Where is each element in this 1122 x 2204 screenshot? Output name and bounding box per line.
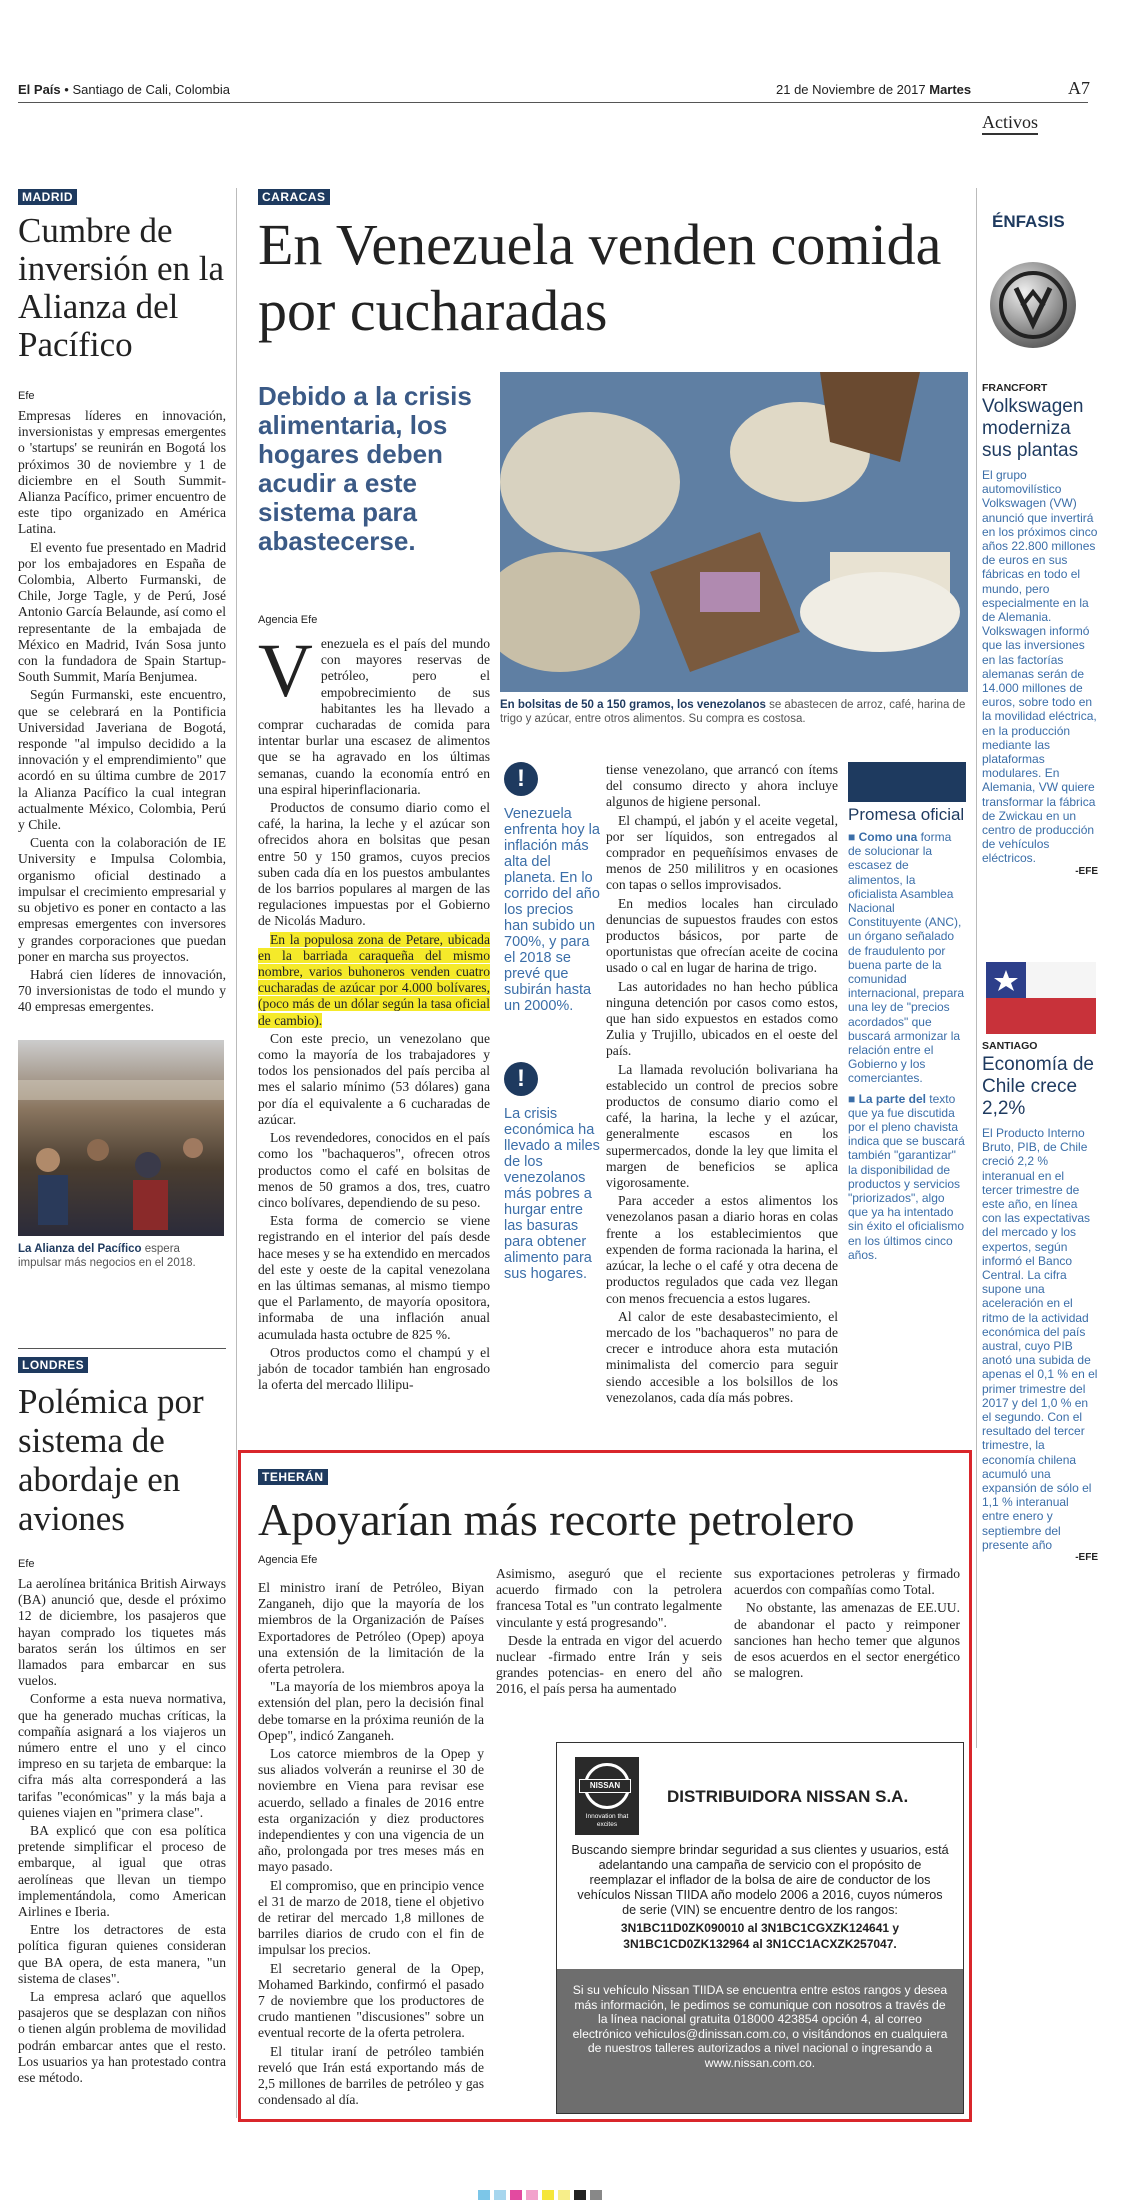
paragraph: Desde la entrada en vigor del acuerdo nuclear -firmado entre Irán y seis grandes potencias- en enero del año 2016, el país persa ha aumentado (496, 1632, 722, 1697)
paragraph: Conforme a esta nueva normativa, que ha generado muchas críticas, la compañía asignará a los viajeros un número entre el uno y el cinco impreso en su tarjeta de embarque: la cifra más alta corresponderá a las tarifas "económicas" y la más baja a quienes viajen en "primera clase". (18, 1691, 226, 1820)
header-date: 21 de Noviembre de 2017 Martes (776, 82, 972, 97)
highlight-text: En la populosa zona de Petare, ubicada en la barriada caraqueña del mismo nombre, varios buhoneros venden cuatro cucharadas de azúcar por 4.000 bolívares, (poco más de un dólar según la tasa oficial de cambio). (258, 931, 490, 1028)
paragraph: Otros productos como el champú y el jabón de tocador también han engrosado la oferta del mercado llilipu- (258, 1344, 490, 1393)
teheran-col1 (258, 1580, 484, 2111)
vw-tag: FRANCFORT (982, 382, 1048, 394)
teheran-col3 (734, 1566, 960, 1683)
paragraph: La empresa aclaró que aquellos pasajeros que se desplazan con niños o tienen algún problema de movilidad podrán embarcar antes que el resto. Los usuarios ya han protestado contra ese método. (18, 1989, 226, 2086)
page-number: A7 (1068, 78, 1090, 98)
bullet: • (64, 82, 69, 97)
chile-credit: -EFE (1075, 1552, 1098, 1564)
paragraph: Asimismo, aseguró que el reciente acuerdo firmado con la petrolera francesa Total es "un contrato legalmente vinculante y está progresando". (496, 1566, 722, 1630)
paragraph: El champú, el jabón y el aceite vegetal, por ser líquidos, son entregados al comprador en pequeñísimos envases de menos de 250 mililitros y en ocasiones con tapas o sellos improvisados. (606, 812, 838, 893)
ad-title: DISTRIBUIDORA NISSAN S.A. (667, 1787, 909, 1806)
flag-icon (986, 962, 1096, 1034)
color-swatch (510, 2190, 522, 2200)
paragraph: Productos de consumo diario como el café, la harina, la leche y el azúcar son ofrecidos ahora en bolsitas que pesan entre 50 y 150 gramos, cuyos precios suben cada día en los puestos ambulantes de los barrios populares al margen de las regulaciones impuestas por el Gobierno de Nicolás Maduro. (258, 800, 490, 929)
color-swatch (478, 2190, 490, 2200)
bold-lead: La parte del (858, 1091, 926, 1106)
callout-column (504, 762, 600, 1282)
chile-article (982, 1040, 1098, 1563)
paragraph: La aerolínea británica British Airways (BA) anunció que, desde el próximo 12 de diciembre, los pasajeros que hayan comprado los tiquetes más baratos serán los últimos en ser llamados para embarcar en sus vuelos. (18, 1576, 226, 1689)
madrid-body (18, 408, 226, 1016)
promesa-point-1: ■ Como una forma de solucionar la escasez de alimentos, la oficialista Asamblea Nacional Constituyente (ANC), un órgano señalado de fraudulento por buena parte de la comunidad internacional, prepara una ley de "precios acordados" que buscará armonizar la relación entre el Gobierno y los comerciantes. (848, 830, 965, 1086)
caracas-credit: Agencia Efe (258, 614, 318, 626)
madrid-article (18, 188, 226, 1018)
teheran-credit: Agencia Efe (258, 1554, 318, 1566)
vw-text: El grupo automovilístico Volkswagen (VW) anunció que invertirá en los próximos cinco años 22.800 millones de euros en sus fábricas en todo el mundo, pero especialmente en la de Alemania. Volkswagen informó que las inversiones en las factorías alemanas serán de 14.000 millones de euros, sobre todo en la movilidad eléctrica, en la producción mediante las plataformas modulares. En Alemania, VW quiere transformar la fábrica de Zwickau en un centro de producción de vehículos eléctricos. (982, 468, 1098, 866)
section-label: Activos (982, 112, 1038, 135)
caracas-deck: Debido a la crisis alimentaria, los hogares deben acudir a este sistema para abastecerse. (258, 381, 472, 556)
caption-bold: La Alianza del Pacífico (18, 1243, 142, 1255)
nissan-logo-icon (584, 1763, 630, 1809)
ad-vin-2: 3N1BC1CD0ZK132964 al 3N1CC1ACXZK257047. (623, 1937, 897, 1951)
color-swatch (590, 2190, 602, 2200)
teheran-article (258, 1468, 958, 1566)
vw-article (982, 382, 1098, 877)
caption-text: espera impulsar más negocios en el 2018. (18, 1243, 196, 1269)
chile-flag (986, 962, 1096, 1034)
ad-footer-text: Si su vehículo Nissan TIIDA se encuentra entre estos rangos y desea más información, le pedimos se comunique con nosotros a través de la línea nacional gratuita 018000 423854 opción 4, al correo electrónico vehiculos@dinissan.com.co, o visítándonos en cualquiera de nuestros talleres autorizados a nivel nacional o ingresando a www.nissan.com.co. (572, 1983, 948, 2070)
paragraph: Para acceder a estos alimentos los venezolanos pasan a diario horas en colas frente a los establecimientos que expenden de forma racionada la harina, el azúcar, la leche o el café y otra decena de productos regulados que cada vez llegan con menos frecuencia a estos lugares. (606, 1193, 838, 1306)
color-swatch (526, 2190, 538, 2200)
teheran-title: Apoyarían más recorte petrolero (258, 1494, 855, 1545)
ad-body: Buscando siempre brindar seguridad a sus clientes y usuarios, está adelantando una campaña de servicio con el propósito de reemplazar el inflador de la bolsa de aire de conductor de los vehículos Nissan TIIDA año modelo 2006 a 2016, cuyos números de serie (VIN) se encuentre dentro de los rangos: (571, 1843, 949, 1917)
paragraph: El ministro iraní de Petróleo, Biyan Zanganeh, dijo que la mayoría de los miembros de la Organización de Países Exportadores de Petróleo (Opep) apoya una extensión de la limitación de la oferta petrolera. (258, 1580, 484, 1677)
caracas-title: En Venezuela venden comida por cucharadas (258, 212, 942, 343)
paragraph: Esta forma de comercio se viene registrando en el interior del país desde hace meses y se ha extendido en mercados del este y oeste de la capital venezolana en las últimas semanas, al mismo tiempo que el Parlamento, de mayoría opositora, informaba de una inflación anual acumulada hasta octubre de 825 %. (258, 1213, 490, 1342)
dropcap: V (258, 629, 313, 713)
color-swatch (574, 2190, 586, 2200)
print-color-bar (478, 2190, 602, 2200)
color-swatch (542, 2190, 554, 2200)
ad-footer (557, 1969, 963, 2113)
paragraph: En medios locales han circulado denuncias de supuestos fraudes con estos productos básicos, por parte de oportunistas que ofrecían aceite de cocina usado o cal en lugar de harina de trigo. (606, 895, 838, 976)
paragraph: Al calor de este desabastecimiento, el mercado de los "bachaqueros" no para de crecer e introduce ahora esta mutación minimalista del comercio para seguir siendo accesible a los bolsillos de los venezolanos, cada día más pobres. (606, 1308, 838, 1405)
paragraph: El titular iraní de petróleo también reveló que Irán está exportando más de 2,5 millones de barriles de petróleo y gas condensado al día. (258, 2043, 484, 2108)
vw-title: Volkswagen moderniza sus plantas (982, 396, 1084, 461)
madrid-photo (18, 1040, 224, 1236)
lead-paragraph: enezuela es el país del mundo con mayores reservas de petróleo, pero el empobrecimiento de sus habitantes les ha llevado a comprar cucharadas de comida para intentar burlar una escasez de alimentos que se ha agravado en los últimas semanas, cuando la economía entró en una espiral hiperinflacionaria. (258, 636, 490, 797)
chile-text: El Producto Interno Bruto, PIB, de Chile creció 2,2 % interanual en el tercer trimestre de este año, en línea con las expectativas del mercado y los expertos, según informó el Banco Central. La cifra supone una aceleración en el ritmo de la actividad económica del país austral, cuyo PIB anotó una subida de apenas el 0,1 % en el primer trimestre del 2017 y del 1,0 % en el segundo. Con el resultado del tercer trimestre, la economía chilena acumuló una expansión de sólo el 1,1 % interanual entre enero y septiembre del presente año (982, 1126, 1098, 1552)
paragraph: BA explicó que con esa política pretende simplificar el proceso de embarque, al igual que otras aerolíneas que llevan un tiempo implementándola, como American Airlines e Iberia. (18, 1823, 226, 1920)
madrid-tag: MADRID (18, 189, 77, 205)
vw-logo (990, 262, 1076, 348)
londres-body (18, 1576, 226, 2086)
paragraph: El evento fue presentado en Madrid por los embajadores en España de Colombia, Alberto Furmanski, de Chile, Jorge Tagle, y de Perú, José Antonio García Belaunde, así como el representante de la embajada de México en Madrid, Iván Sosa junto con la fundadora de Spain Startup-South Summit, María Benjumea. (18, 539, 226, 685)
paragraph: El secretario general de la Opep, Mohamed Barkindo, confirmó el pasado 7 de noviembre que los productores de crudo mantienen "discusiones" sobre un eventual recorte de la oferta petrolera. (258, 1960, 484, 2041)
paragraph: Habrá cien líderes de innovación, 70 inversionistas de todo el mundo y 40 empresas emergentes. (18, 966, 226, 1015)
paragraph: Según Furmanski, este encuentro, que se celebrará en la Pontificia Universidad Javeriana de Bogotá, responde "al impulso decidido a la innovación y el emprendimiento" que acordó en su última cumbre de 2017 la Alianza Pacífico la cual integran actualmente México, Colombia, Perú y Chile. (18, 687, 226, 833)
promesa-point-2: ■ La parte del texto que ya fue discutida por el pleno chavista indica que se buscará también "garantizar" la disponibilidad de productos y servicios "priorizados", algo que ya ha intentado sin éxito el oficialismo en los últimos cinco años. (848, 1091, 965, 1262)
promesa-text: texto que ya fue discutida por el pleno chavista indica que se buscará también "garantizar" la disponibilidad de productos y servicios "priorizados", algo que ya ha intentado sin éxito el oficialismo en los últimos cinco años. (848, 1091, 965, 1262)
market-illustration (500, 372, 968, 692)
page-header (18, 78, 1090, 104)
vw-logo-icon (990, 262, 1076, 348)
chile-tag: SANTIAGO (982, 1040, 1038, 1052)
paragraph: tiense venezolano, que arrancó con ítems del consumo directo y ahora incluye algunos de higiene personal. (606, 762, 838, 810)
nissan-logo-block (575, 1757, 639, 1835)
madrid-caption (18, 1242, 224, 1270)
photo-caption (500, 698, 968, 726)
enfasis-label: ÉNFASIS (992, 212, 1065, 231)
caption-bold: En bolsitas de 50 a 150 gramos, los venezolanos (500, 699, 766, 711)
nissan-ad (556, 1742, 964, 2114)
exclamation-icon: ! (504, 762, 538, 796)
paragraph: La llamada revolución bolivariana ha establecido un control de precios sobre productos de consumo diario como el café, la harina, la leche y el azúcar, generalmente escasos en los supermercados, donde la ley que limita el margen de beneficios se aplica vigorosamente. (606, 1061, 838, 1191)
promesa-title: Promesa oficial (848, 805, 965, 824)
paper-name: El País (18, 82, 61, 97)
vw-credit: -EFE (1075, 865, 1098, 877)
callout-inflation: Venezuela enfrenta hoy la inflación más alta del planeta. En lo corrido del año los precios han subido un 700%, y para el 2018 se prevé que subirán hasta un 2000%. (504, 806, 600, 1014)
paragraph: "La mayoría de los miembros apoya la extensión del plan, pero la decisión final debe tomarse en la próxima reunión de la Opep", indicó Zanganeh. (258, 1679, 484, 1743)
caption-text: se abastecen de arroz, café, harina de trigo y azúcar, entre otros alimentos. Su compra es costosa. (500, 699, 966, 725)
paragraph: sus exportaciones petroleras y firmado acuerdos con compañías como Total. (734, 1566, 960, 1598)
ad-vin-1: 3N1BC11D0ZK090010 al 3N1BC1CGXZK124641 y (620, 1921, 900, 1935)
madrid-credit: Efe (18, 390, 35, 402)
exclamation-icon: ! (504, 1062, 538, 1096)
caracas-col1 (258, 629, 490, 1395)
color-swatch (558, 2190, 570, 2200)
paragraph: Entre los detractores de esta política figuran quienes consideran que BA opera, de esta manera, "un sistema de clases". (18, 1922, 226, 1986)
callout-crisis: La crisis económica ha llevado a miles de los venezolanos más pobres a hurgar entre las basuras para obtener alimento para sus hogares. (504, 1106, 600, 1282)
paragraph: Con este precio, un venezolano que como la mayoría de los trabajadores y todos los pensionados del país perciba al mes el salario mínimo (53 dólares) gana por día el equivalente a 6 cucharadas de azúcar. (258, 1030, 490, 1127)
chile-title: Economía de Chile crece 2,2% (982, 1054, 1094, 1119)
promesa-text: forma de solucionar la escasez de alimentos, la oficialista Asamblea Nacional Constituyente (ANC), un órgano señalado de fraudulento por buena parte de la comunidad internacional, prepara una ley de "precios acordados" que buscará armonizar la relación entre el Gobierno y los comerciantes. (848, 830, 965, 1086)
paragraph: Los catorce miembros de la Opep y sus aliados volverán a reunirse el 30 de noviembre en Viena para revisar ese acuerdo, sellado a finales de 2016 entre esta organización y diez productores independientes y con una vigencia de un año, prolongada por tres meses más en mayo pasado. (258, 1746, 484, 1875)
crowd-illustration (18, 1040, 224, 1236)
paragraph: No obstante, las amenazas de EE.UU. de abandonar el pacto y reimponer sanciones han hecho temer que algunos de esos acuerdos en el sector energético se malogren. (734, 1600, 960, 1681)
bold-lead: Como una (858, 830, 918, 844)
promesa-box-header (848, 762, 966, 802)
nissan-brand: NISSAN (579, 1779, 631, 1793)
paragraph: Los revendedores, conocidos en el país como los "bachaqueros", ofrecen otros productos como el café en bolsitas de menos de 50 gramos a dos, tres, cuatro cinco bolívares, dependiendo de su peso. (258, 1130, 490, 1210)
paragraph: Cuenta con la colaboración de IE University e Impulsa Colombia, organismo oficial destinado a impulsar el crecimiento empresarial y su objetivo es poner en contacto a las empresas emergentes con inversores y grandes corporaciones que puedan poner en marcha sus proyectos. (18, 835, 226, 964)
market-photo (500, 372, 968, 692)
paragraph: El compromiso, que en principio vence el 31 de marzo de 2018, tiene el objetivo de retirar del mercado 1,8 millones de barriles diarios de crudo con el fin de impulsar los precios. (258, 1877, 484, 1958)
promesa-box (848, 762, 966, 1262)
londres-credit: Efe (18, 1558, 35, 1570)
paragraph: Empresas líderes en innovación, inversionistas y empresas emergentes o 'startups' se reunirán en Bogotá los próximos 30 de noviembre y 1 de diciembre en el South Summit-Alianza Pacífico, primer encuentro de este tipo organizado en América Latina. (18, 408, 226, 537)
paragraph: Las autoridades no han hecho pública ninguna detención por casos como estos, que han sido expuestos en estados como Zulia y Trujillo, ubicados en el oeste del país. (606, 978, 838, 1059)
color-swatch (494, 2190, 506, 2200)
caracas-article (258, 188, 978, 344)
nissan-tagline: Innovation that excites (585, 1813, 629, 1828)
caracas-col3 (606, 762, 838, 1408)
londres-tag: LONDRES (18, 1357, 88, 1373)
londres-title: Polémica por sistema de abordaje en aviones (18, 1382, 204, 1538)
teheran-col2 (496, 1566, 722, 1700)
londres-article (18, 1356, 226, 2088)
caracas-tag: CARACAS (258, 189, 330, 205)
teheran-tag: TEHERÁN (258, 1469, 328, 1485)
madrid-title: Cumbre de inversión en la Alianza del Pacífico (18, 211, 225, 364)
header-city: Santiago de Cali, Colombia (72, 82, 230, 97)
highlighted-paragraph (258, 932, 490, 1029)
